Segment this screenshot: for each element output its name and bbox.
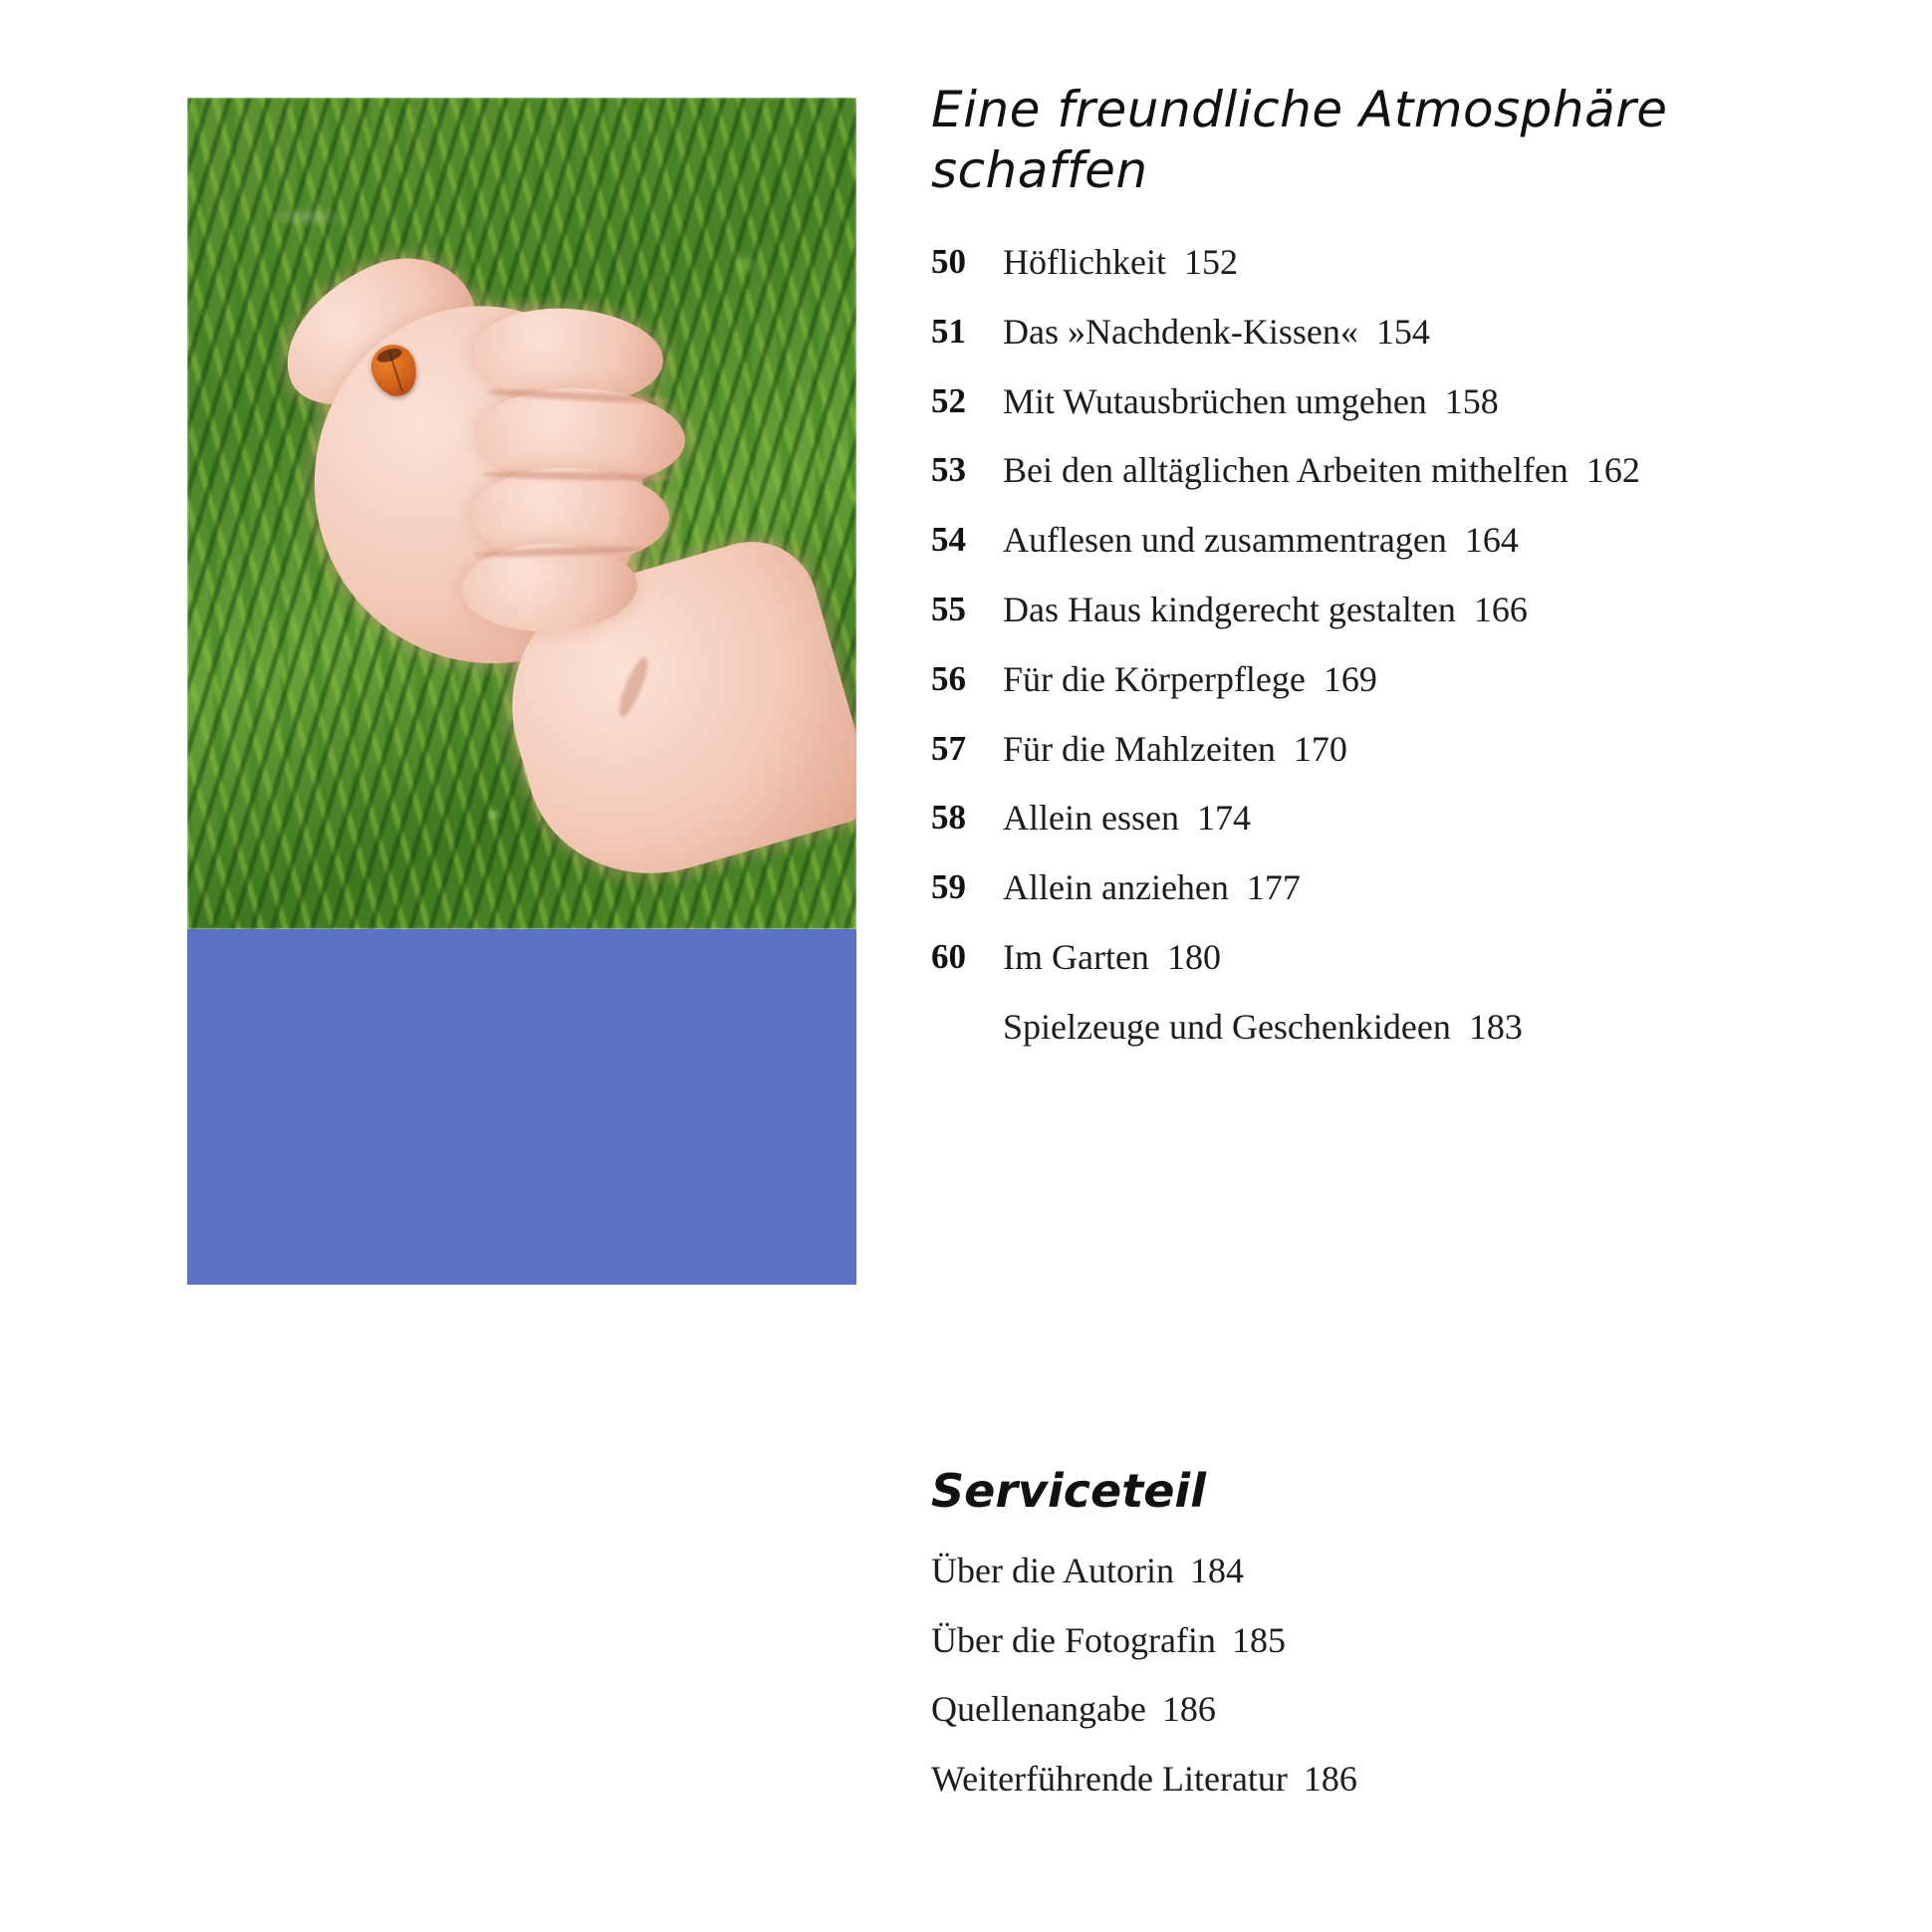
toc-entry[interactable] [931,447,1808,494]
toc-entry[interactable] [931,1004,1808,1051]
toc-entry[interactable] [931,517,1808,564]
toc-entry[interactable] [931,726,1808,773]
chapter-photo [187,98,856,1285]
service-entry-page: 186 [1303,1758,1357,1799]
toc-entry-page: 174 [1196,798,1251,839]
service-entry-title: Über die Autorin [931,1551,1174,1590]
service-entry-title: Weiterführende Literatur [931,1758,1288,1799]
toc-entry[interactable] [931,795,1808,842]
toc-entry-title: Mit Wutausbrüchen umgehen 158 [1003,380,1499,421]
toc-entry-page: 152 [1183,242,1238,282]
chapter-heading: Eine freundliche Atmosphäre schaffen [931,81,1668,199]
service-entry-page: 186 [1161,1689,1216,1730]
toc-entry-title: Für die Körperpflege 169 [1003,658,1377,699]
service-heading: Serviceteil [931,1464,1206,1518]
toc-entry[interactable] [931,656,1808,703]
photo-column [187,98,856,1285]
service-section [931,1464,1808,1824]
toc-entry-title: Höflichkeit 152 [1003,242,1238,282]
table-of-contents [931,80,1808,1074]
toc-entry[interactable] [931,378,1808,425]
toc-entry-title: Spielzeuge und Geschenkideen 183 [1003,1006,1523,1047]
toc-entry-title: Allein anziehen 177 [1003,867,1301,908]
toc-entry[interactable] [931,239,1808,286]
toc-entry-number: 56 [931,658,966,698]
baby-hand-illustration [187,98,856,929]
toc-entry-number: 57 [931,728,966,768]
toc-entry-number: 54 [931,520,966,560]
service-entry[interactable] [931,1617,1808,1665]
toc-entry-number: 59 [931,867,966,907]
toc-entry[interactable] [931,587,1808,633]
toc-entry-title: Bei den alltäglichen Arbeiten mithelfen 162 [1003,450,1640,491]
toc-entry-number: 53 [931,450,966,490]
toc-entry-number: 60 [931,936,966,976]
toc-entry-title: Für die Mahlzeiten 170 [1003,728,1347,769]
toc-entry-number: 51 [931,311,966,351]
toc-entry-page: 169 [1323,658,1377,699]
toc-entry-page: 177 [1246,867,1301,908]
toc-entry-title: Das Haus kindgerecht gestalten 166 [1003,589,1528,629]
service-entry-title: Über die Fotografin [931,1619,1216,1660]
toc-entry[interactable] [931,309,1808,356]
toc-entry-number: 50 [931,242,966,281]
toc-entry-page: 180 [1166,936,1221,977]
toc-entry-title: Allein essen 174 [1003,798,1251,839]
toc-entry-page: 164 [1464,520,1519,561]
service-entry-title: Quellenangabe [931,1689,1146,1730]
toc-entry[interactable] [931,934,1808,981]
service-entry[interactable] [931,1756,1808,1804]
toc-entry-page: 183 [1468,1006,1523,1047]
blue-accent-block [187,929,856,1285]
toc-entry-page: 170 [1293,728,1347,769]
toc-entry-number: 55 [931,589,966,628]
toc-entry-title: Im Garten 180 [1003,936,1221,977]
toc-entry-title: Auflesen und zusammentragen 164 [1003,520,1519,561]
toc-entry-page: 154 [1375,311,1430,352]
service-entry-page: 185 [1231,1619,1286,1660]
toc-entry-number: 52 [931,380,966,420]
toc-entry-page: 166 [1473,589,1528,629]
service-entry[interactable] [931,1548,1808,1595]
toc-entry-page: 158 [1444,380,1499,421]
toc-entry-title: Das »Nachdenk-Kissen« 154 [1003,311,1430,352]
toc-entry-number: 58 [931,798,966,838]
service-entry-page: 184 [1189,1551,1244,1590]
service-entry[interactable] [931,1686,1808,1734]
toc-entry[interactable] [931,864,1808,911]
toc-entry-page: 162 [1585,450,1640,491]
